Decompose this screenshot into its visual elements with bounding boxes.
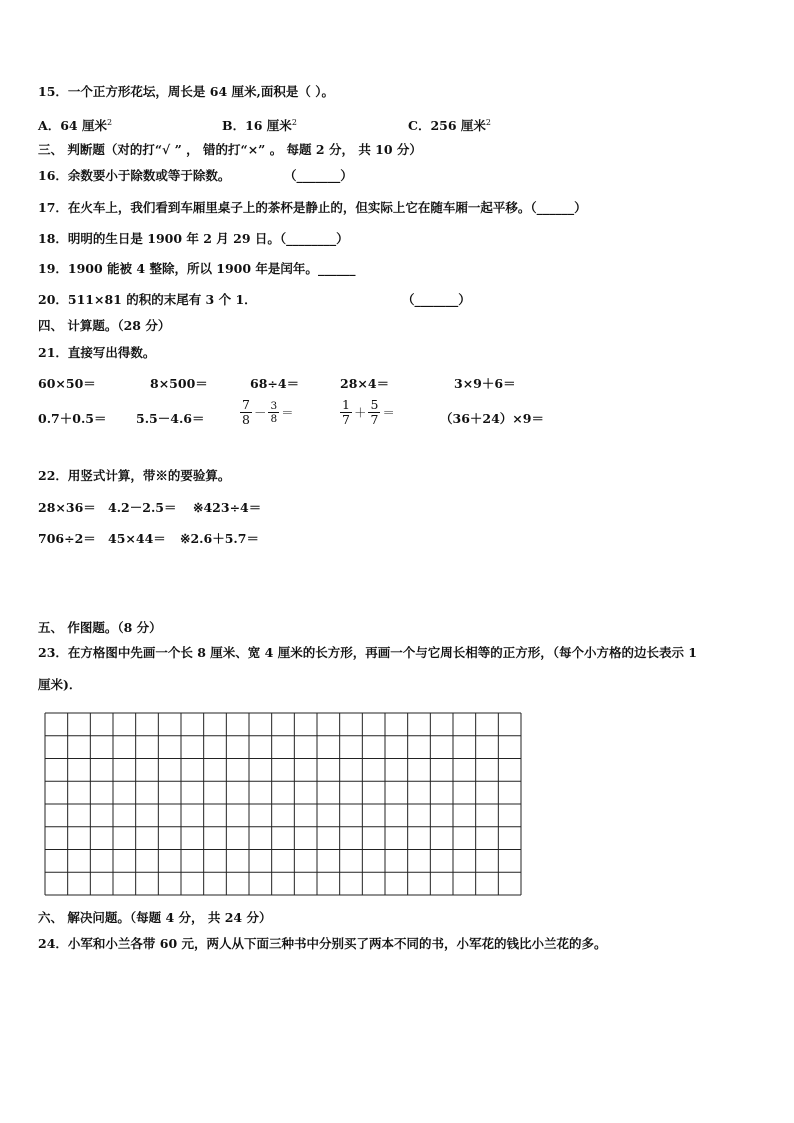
q15-option-a: A．64 厘米$^2$ xyxy=(38,118,113,134)
calc-item: 706÷2＝ xyxy=(38,531,96,546)
question-23-line-2: 厘米)． xyxy=(38,677,82,692)
q16-answer-blank[interactable]: （_______） xyxy=(284,168,353,183)
fraction: $\frac{1}{7}$ xyxy=(342,397,350,427)
q15-option-c: C．256 厘米$^2$ xyxy=(408,118,491,134)
calc-item: 8×500＝ xyxy=(150,376,208,391)
question-16: 16．余数要小于除数或等于除数。 （_______） xyxy=(38,168,353,183)
calc-item: 4.2－2.5＝ xyxy=(108,500,177,515)
calc-item: 60×50＝ xyxy=(38,376,96,391)
section-4-heading: 四、 计算题。（28 分） xyxy=(38,318,171,333)
calc-item: 28×4＝ xyxy=(340,376,390,391)
fraction-expression-2: $\frac{1}{7}$ ＋ $\frac{5}{7}$ ＝ xyxy=(342,397,395,427)
calc-item: 0.7＋0.5＝ xyxy=(38,411,107,426)
fraction-expression-1: $\frac{7}{8}$ － $\frac{3}{8}$ ＝ xyxy=(242,397,294,427)
q17-answer-blank[interactable]: （______） xyxy=(530,200,587,215)
q19-answer-blank[interactable]: ______ xyxy=(317,261,356,276)
calc-item: ※2.6＋5.7＝ xyxy=(180,531,259,546)
section-5-heading: 五、 作图题。（8 分） xyxy=(38,620,162,635)
q18-answer-blank[interactable]: （________） xyxy=(279,231,349,246)
question-24: 24．小军和小兰各带 60 元，两人从下面三种书中分别买了两本不同的书，小军花的钱比小兰花的多。 xyxy=(38,936,607,951)
question-15 xyxy=(38,84,334,100)
calc-item: 5.5－4.6＝ xyxy=(136,411,205,426)
calc-item: 45×44＝ xyxy=(108,531,166,546)
calc-item: ※423÷4＝ xyxy=(193,500,262,515)
question-17: 17．在火车上，我们看到车厢里桌子上的茶杯是静止的，但实际上它在随车厢一起平移。（______） xyxy=(38,200,587,215)
calc-item: （36＋24）×9＝ xyxy=(440,411,544,426)
q20-answer-blank[interactable]: （_______） xyxy=(402,292,471,307)
question-22-title: 22．用竖式计算，带※的要验算。 xyxy=(38,468,231,483)
question-19: 19．1900 能被 4 整除，所以 1900 年是闰年。______ xyxy=(38,261,356,276)
fraction: $\frac{5}{7}$ xyxy=(370,397,379,427)
section-3-heading: 三、 判断题（对的打“√ ” ， 错的打“×” 。 每题 2 分， 共 10 分） xyxy=(38,142,422,157)
calc-item: 68÷4＝ xyxy=(250,376,300,391)
fraction: $\frac{7}{8}$ xyxy=(242,397,250,427)
question-21-title: 21．直接写出得数。 xyxy=(38,345,156,360)
section-6-heading: 六、 解决问题。（每题 4 分， 共 24 分） xyxy=(38,910,272,925)
q15-option-b: B．16 厘米$^2$ xyxy=(222,118,297,134)
question-15-text: 15．一个正方形花坛，周长是 64 厘米,面积是（ ）。 xyxy=(38,84,334,99)
calc-item: 3×9＋6＝ xyxy=(454,376,516,391)
drawing-grid[interactable] xyxy=(44,712,522,899)
question-23-line-1: 23．在方格图中先画一个长 8 厘米、宽 4 厘米的长方形，再画一个与它周长相等的正方形，（每个小方格的边长表示 1 xyxy=(38,645,697,660)
question-18: 18．明明的生日是 1900 年 2 月 29 日。（________） xyxy=(38,231,349,246)
square-grid[interactable] xyxy=(44,712,522,896)
calc-item: 28×36＝ xyxy=(38,500,96,515)
fraction: $\frac{3}{8}$ xyxy=(270,400,278,425)
question-20: 20．511×81 的积的末尾有 3 个 1． （_______） xyxy=(38,292,471,307)
